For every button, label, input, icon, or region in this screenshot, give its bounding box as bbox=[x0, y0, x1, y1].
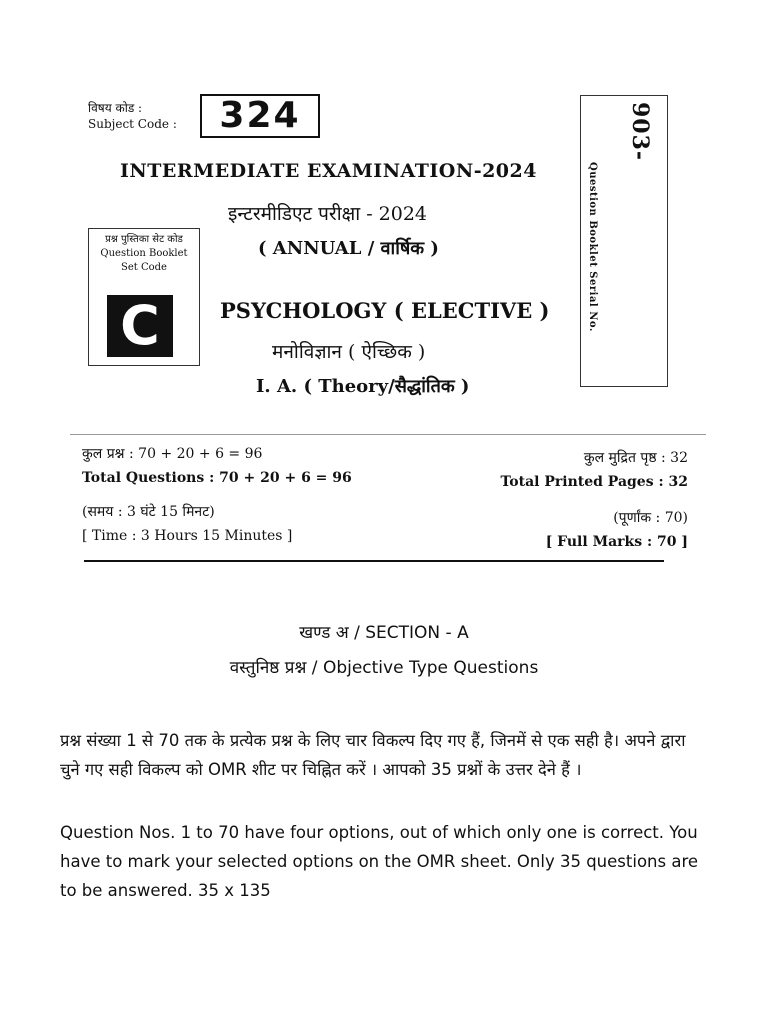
full-marks-hi: (पूर्णांक : 70) bbox=[613, 510, 688, 526]
section-subtitle: वस्तुनिष्ठ प्रश्न / Objective Type Questions bbox=[229, 658, 539, 678]
time-en: [ Time : 3 Hours 15 Minutes ] bbox=[82, 528, 293, 544]
paper-part: I. A. ( Theory/सैद्धांतिक ) bbox=[256, 376, 470, 397]
divider-bottom bbox=[84, 560, 664, 562]
section-title: खण्ड अ / SECTION - A bbox=[299, 623, 469, 643]
total-pages-hi: कुल मुद्रित पृष्ठ : 32 bbox=[583, 450, 688, 466]
booklet-set-code-box bbox=[88, 228, 200, 366]
serial-label: Question Booklet Serial No. bbox=[587, 162, 598, 332]
instructions-english: Question Nos. 1 to 70 have four options, out of which only one is correct. You have to mark your selected options on the OMR sheet. Only 35 questions are to be answered. 35 x 135 bbox=[60, 823, 699, 900]
divider-top bbox=[70, 434, 706, 435]
subject-code-label-en: Subject Code : bbox=[88, 117, 177, 131]
total-questions-hi: कुल प्रश्न : 70 + 20 + 6 = 96 bbox=[82, 446, 263, 462]
full-marks-en: [ Full Marks : 70 ] bbox=[545, 534, 688, 550]
booklet-label-en-1: Question Booklet bbox=[100, 248, 188, 259]
subject-code-label bbox=[88, 100, 177, 132]
time-hi: (समय : 3 घंटे 15 मिनट) bbox=[82, 504, 215, 520]
exam-session: ( ANNUAL / वार्षिक ) bbox=[258, 238, 439, 259]
booklet-label-en-2: Set Code bbox=[121, 262, 167, 273]
instructions-hindi: प्रश्न संख्या 1 से 70 तक के प्रत्येक प्रश्न के लिए चार विकल्प दिए गए हैं, जिनमें से एक सही है। अपने द्वारा चुने गए सही विकल्प को OMR शीट पर चिह्नित करें । आपको 35 प्रश्नों के उत्तर देने हैं । bbox=[60, 731, 686, 779]
total-questions-en: Total Questions : 70 + 20 + 6 = 96 bbox=[82, 470, 352, 486]
exam-title: INTERMEDIATE EXAMINATION-2024 bbox=[120, 160, 537, 182]
subject-title: PSYCHOLOGY ( ELECTIVE ) bbox=[220, 298, 550, 323]
subject-title-hindi: मनोविज्ञान ( ऐच्छिक ) bbox=[272, 341, 426, 363]
subject-code-box: 324 bbox=[200, 94, 320, 138]
total-pages-en: Total Printed Pages : 32 bbox=[500, 474, 688, 490]
booklet-label-hi: प्रश्न पुस्तिका सेट कोड bbox=[105, 234, 183, 245]
serial-number-box bbox=[580, 95, 668, 387]
serial-code: 903- bbox=[627, 102, 653, 162]
exam-title-hindi: इन्टरमीडिएट परीक्षा - 2024 bbox=[228, 203, 428, 225]
set-code-letter: C bbox=[107, 295, 173, 357]
subject-code-label-hi: विषय कोड : bbox=[88, 101, 143, 115]
